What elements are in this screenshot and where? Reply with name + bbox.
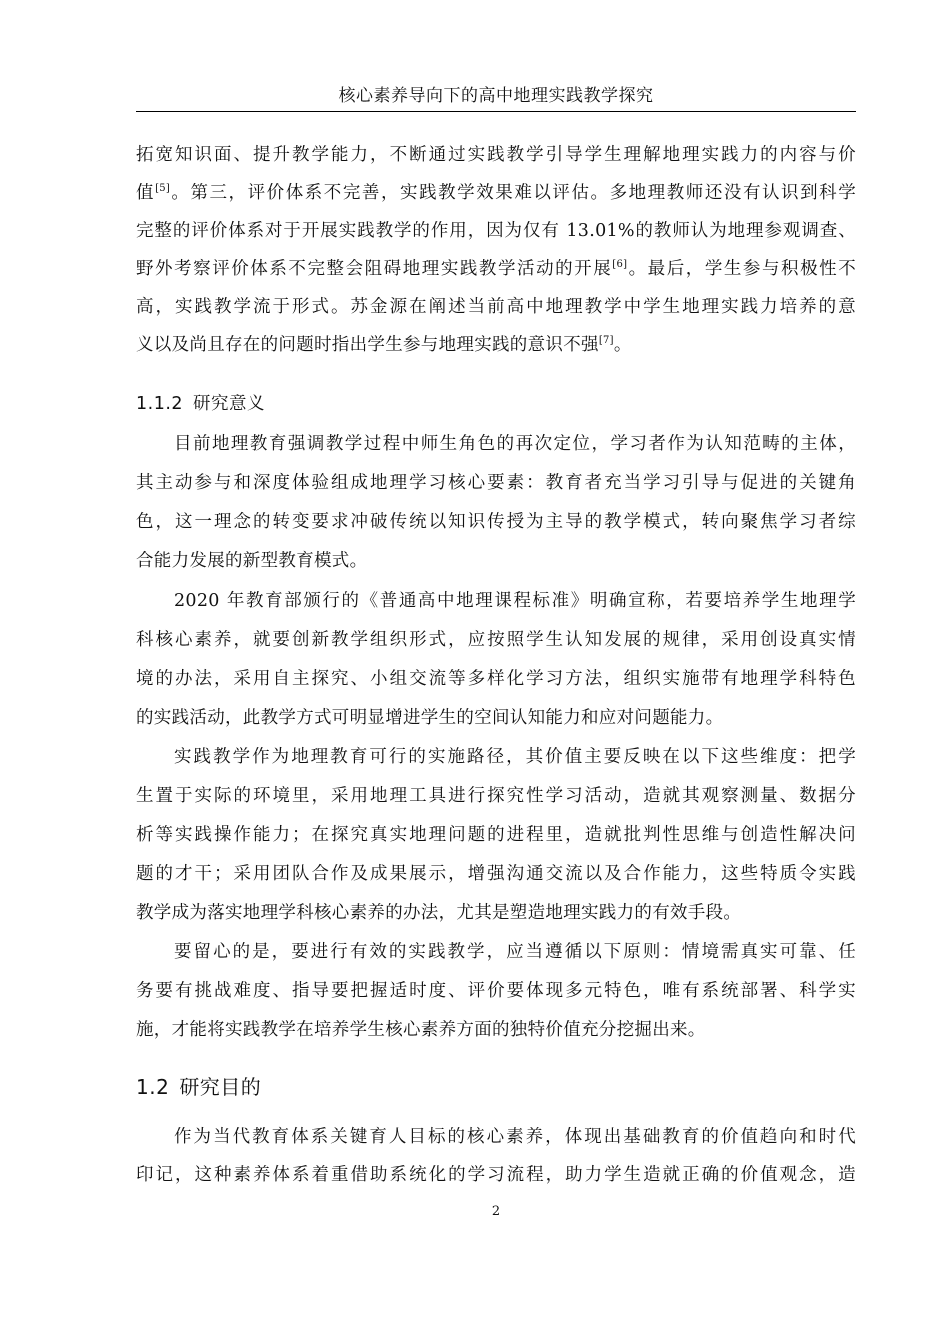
text-line: 题的才干；采用团队合作及成果展示，增强沟通交流以及合作能力，这些特质令实践 [136, 864, 856, 884]
section-number: 1.2 [136, 1075, 170, 1099]
text-line: 实践教学作为地理教育可行的实施路径，其价值主要反映在以下这些维度：把学 [174, 747, 856, 767]
text-line: 完整的评价体系对于开展实践教学的作用，因为仅有 13.01%的教师认为地理参观调查、 [136, 221, 856, 241]
running-header: 核心素养导向下的高中地理实践教学探究 [338, 86, 654, 106]
text-line: 教学成为落实地理学科核心素养的办法，尤其是塑造地理实践力的有效手段。 [136, 903, 742, 923]
section-title: 研究意义 [193, 394, 266, 414]
citation-ref: [7] [598, 335, 614, 346]
text-line: 色，这一理念的转变要求冲破传统以知识传授为主导的教学模式，转向聚焦学习者综 [136, 512, 856, 532]
text-line: 要留心的是，要进行有效的实践教学，应当遵循以下原则：情境需真实可靠、任 [174, 942, 856, 962]
text-line: 拓宽知识面、提升教学能力，不断通过实践教学引导学生理解地理实践力的内容与价 [136, 145, 856, 165]
text-line: 科核心素养，就要创新教学组织形式，应按照学生认知发展的规律，采用创设真实情 [136, 630, 856, 650]
section-heading-1-1-2 [136, 389, 265, 419]
citation-ref: [6] [612, 259, 628, 270]
text-line: 作为当代教育体系关键育人目标的核心素养，体现出基础教育的价值趋向和时代 [174, 1127, 856, 1147]
page-number: 2 [491, 1204, 501, 1219]
section-number: 1.1.2 [136, 394, 184, 414]
text-line: 义以及尚且存在的问题时指出学生参与地理实践的意识不强[7]。 [136, 335, 632, 355]
section-title: 研究目的 [179, 1075, 262, 1099]
text-line: 野外考察评价体系不完整会阻碍地理实践教学活动的开展[6]。最后，学生参与积极性不 [136, 259, 856, 279]
text-line: 其主动参与和深度体验组成地理学习核心要素：教育者充当学习引导与促进的关键角 [136, 473, 856, 493]
text-line: 目前地理教育强调教学过程中师生角色的再次定位，学习者作为认知范畴的主体， [174, 434, 856, 454]
text-line: 施，才能将实践教学在培养学生核心素养方面的独特价值充分挖掘出来。 [136, 1020, 706, 1040]
text-line: 境的办法，采用自主探究、小组交流等多样化学习方法，组织实施带有地理学科特色 [136, 669, 856, 689]
header-rule [136, 111, 856, 112]
text-line: 2020 年教育部颁行的《普通高中地理课程标准》明确宣称，若要培养学生地理学 [174, 591, 856, 611]
text-line: 务要有挑战难度、指导要把握适时度、评价要体现多元特色，唯有系统部署、科学实 [136, 981, 856, 1001]
text-line: 合能力发展的新型教育模式。 [136, 551, 368, 571]
text-line: 生置于实际的环境里，采用地理工具进行探究性学习活动，造就其观察测量、数据分 [136, 786, 856, 806]
text-line: 值[5]。第三，评价体系不完善，实践教学效果难以评估。多地理教师还没有认识到科学 [136, 183, 856, 203]
text-line: 析等实践操作能力；在探究真实地理问题的进程里，造就批判性思维与创造性解决问 [136, 825, 856, 845]
citation-ref: [5] [155, 183, 171, 194]
section-heading-1-2 [136, 1070, 261, 1104]
text-line: 印记，这种素养体系着重借助系统化的学习流程，助力学生造就正确的价值观念，造 [136, 1165, 856, 1185]
text-line: 高，实践教学流于形式。苏金源在阐述当前高中地理教学中学生地理实践力培养的意 [136, 297, 856, 317]
text-line: 的实践活动，此教学方式可明显增进学生的空间认知能力和应对问题能力。 [136, 708, 724, 728]
